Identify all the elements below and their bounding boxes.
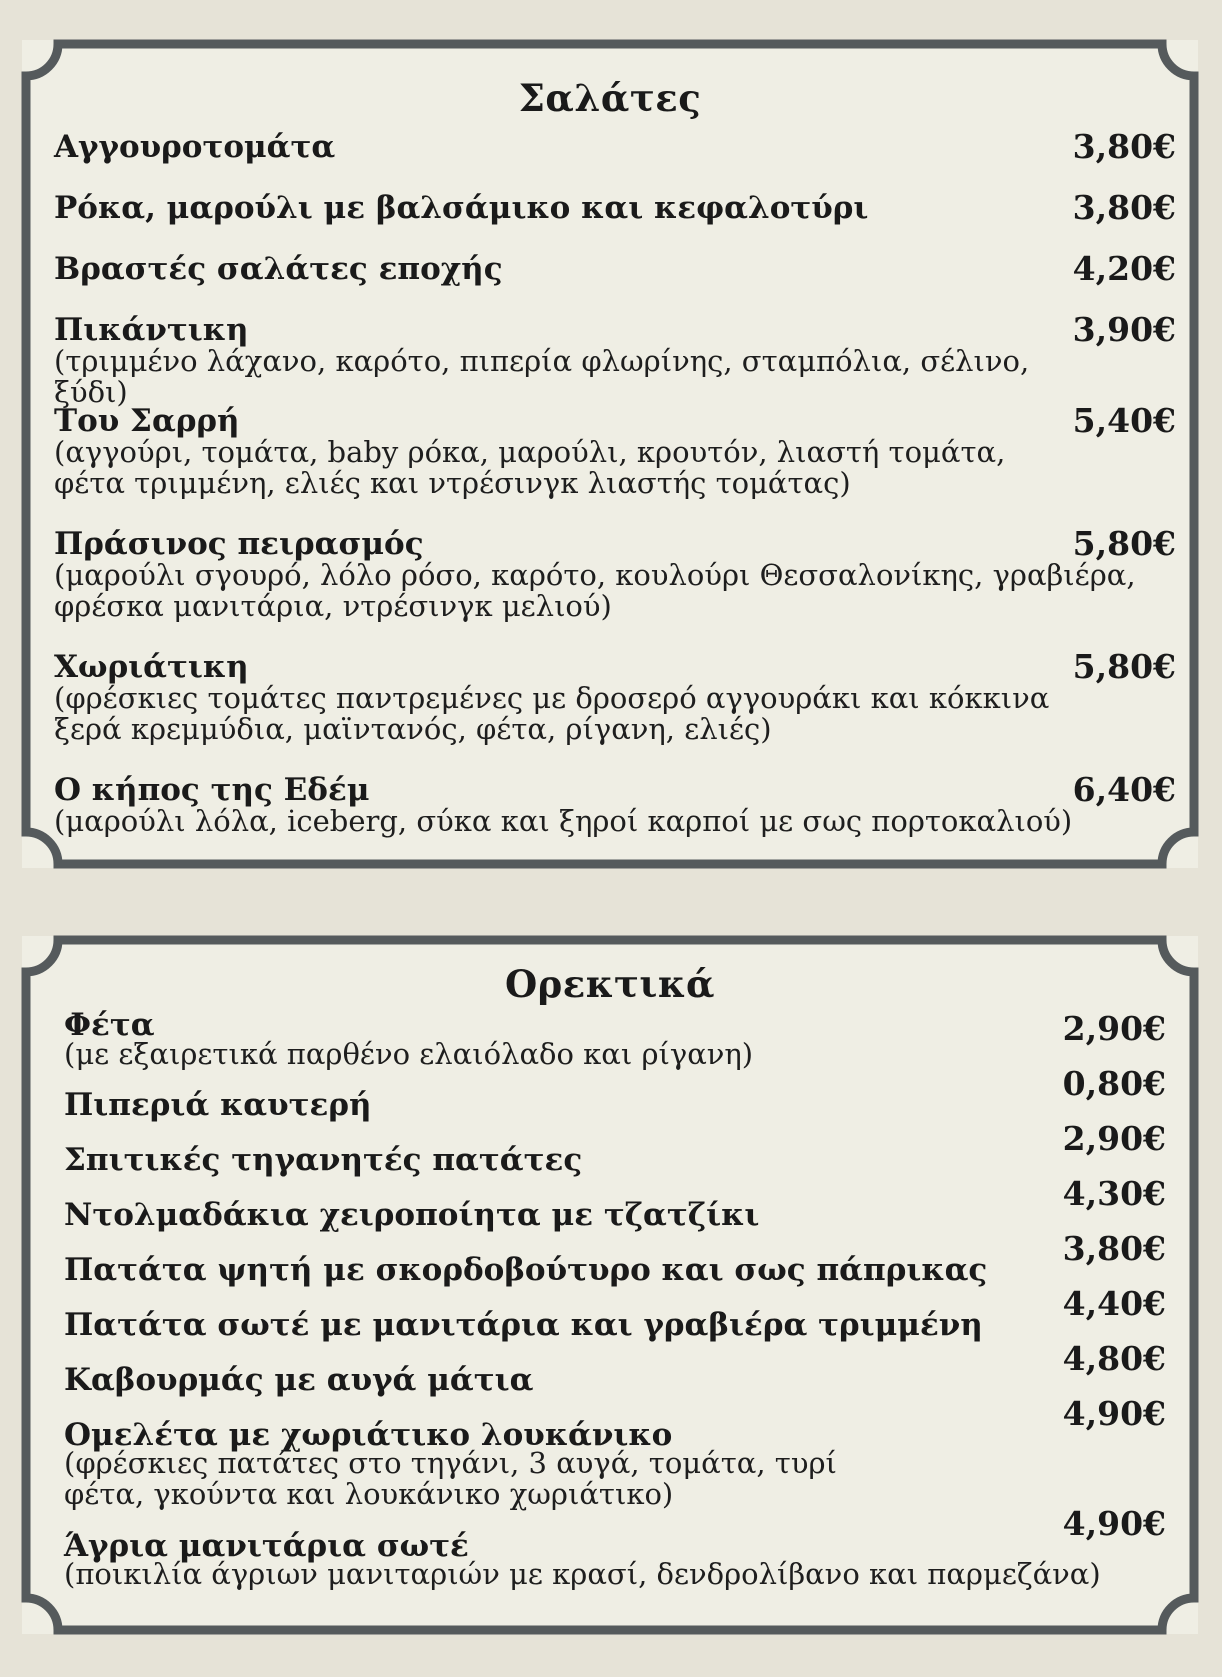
item-name: Πικάντικη — [54, 312, 249, 348]
item-price: 4,90€ — [1062, 1394, 1166, 1433]
item-description: (τριμμένο λάχανο, καρότο, πιπερία φλωρίνης, σταμπόλια, σέλινο, ξύδι) — [54, 344, 1030, 409]
item-price: 5,40€ — [1072, 401, 1176, 440]
appetizers-panel — [22, 936, 1198, 1634]
item-price: 3,80€ — [1062, 1229, 1166, 1268]
item-description: (μαρούλι σγουρό, λόλο ρόσο, καρότο, κουλούρι Θεσσαλονίκης, γραβιέρα, φρέσκα μανιτάρια, ντρέσινγκ μελιού) — [54, 558, 1136, 623]
item-name: Καβουρμάς με αυγά μάτια — [64, 1362, 534, 1398]
item-price: 3,80€ — [1072, 188, 1176, 227]
item-description: (ποικιλία άγριων μανιταριών με κρασί, δενδρολίβανο και παρμεζάνα) — [64, 1557, 1101, 1591]
item-name: Πατάτα ψητή με σκορδοβούτυρο και σως πάπρικας — [64, 1252, 988, 1288]
item-name: Πράσινος πειρασμός — [54, 526, 424, 562]
item-price: 4,40€ — [1062, 1284, 1166, 1323]
item-price: 4,90€ — [1062, 1504, 1166, 1543]
item-name: Ρόκα, μαρούλι με βαλσάμικο και κεφαλοτύρι — [54, 190, 869, 226]
item-description: (φρέσκιες τομάτες παντρεμένες με δροσερό αγγουράκι και κόκκινα ξερά κρεμμύδια, μαϊντανός, φέτα, ρίγανη, ελιές) — [54, 681, 1050, 746]
item-price: 3,80€ — [1072, 127, 1176, 166]
item-price: 2,90€ — [1062, 1119, 1166, 1158]
salads-title: Σαλάτες — [518, 76, 702, 120]
item-name: Πιπεριά καυτερή — [64, 1087, 372, 1123]
item-name: Του Σαρρή — [54, 403, 240, 439]
item-name: Βραστές σαλάτες εποχής — [54, 251, 503, 287]
item-description: (με εξαιρετικά παρθένο ελαιόλαδο και ρίγανη) — [64, 1037, 754, 1071]
item-name: Ντολμαδάκια χειροποίητα με τζατζίκι — [64, 1197, 760, 1233]
item-name: Αγγουροτομάτα — [54, 129, 336, 165]
salads-panel — [22, 40, 1198, 868]
item-price: 3,90€ — [1072, 310, 1176, 349]
item-price: 5,80€ — [1072, 524, 1176, 563]
item-name: Χωριάτικη — [54, 649, 249, 685]
item-name: Φέτα — [64, 1007, 155, 1043]
item-price: 4,20€ — [1072, 249, 1176, 288]
item-name: Πατάτα σωτέ με μανιτάρια και γραβιέρα τριμμένη — [64, 1307, 983, 1343]
item-price: 5,80€ — [1072, 647, 1176, 686]
item-price: 4,30€ — [1062, 1174, 1166, 1213]
item-name: Ομελέτα με χωριάτικο λουκάνικο — [64, 1417, 673, 1453]
item-name: Σπιτικές τηγανητές πατάτες — [64, 1142, 583, 1178]
item-name: Ο κήπος της Εδέμ — [54, 772, 370, 808]
item-price: 6,40€ — [1072, 770, 1176, 809]
item-description: (μαρούλι λόλα, iceberg, σύκα και ξηροί καρποί με σως πορτοκαλιού) — [54, 804, 1073, 838]
appetizers-title: Ορεκτικά — [504, 962, 716, 1006]
item-description: (αγγούρι, τομάτα, baby ρόκα, μαρούλι, κρουτόν, λιαστή τομάτα, φέτα τριμμένη, ελιές και ντρέσινγκ λιαστής τομάτας) — [54, 435, 1006, 500]
item-price: 0,80€ — [1062, 1064, 1166, 1103]
item-name: Άγρια μανιτάρια σωτέ — [64, 1528, 469, 1564]
item-description: (φρέσκιες πατάτες στο τηγάνι, 3 αυγά, τομάτα, τυρί φέτα, γκούντα και λουκάνικο χωριάτικο) — [64, 1446, 837, 1511]
item-price: 2,90€ — [1062, 1009, 1166, 1048]
item-price: 4,80€ — [1062, 1339, 1166, 1378]
